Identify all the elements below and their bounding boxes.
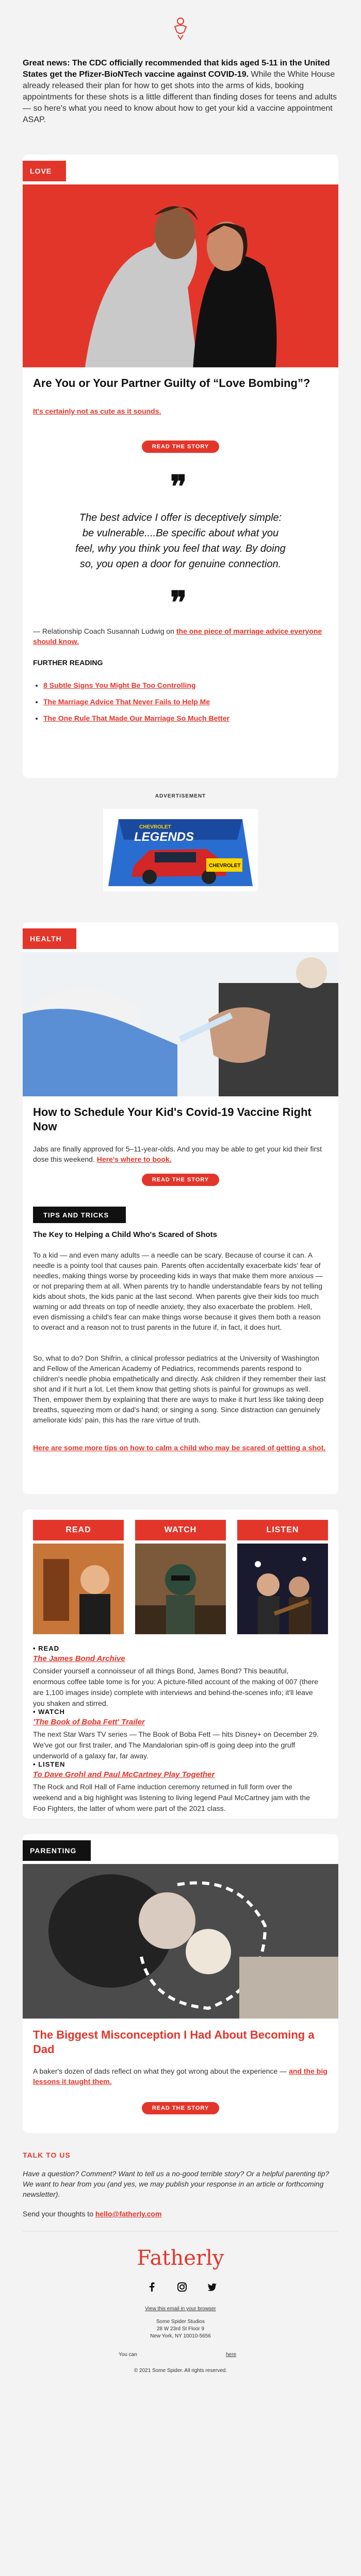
read-tag[interactable]: READ bbox=[33, 1520, 124, 1540]
read-label-text: READ bbox=[38, 1645, 60, 1652]
read-label: • READ bbox=[33, 1645, 60, 1652]
tips-link[interactable]: Here are some more tips on how to calm a child who may be scared of getting a shot. bbox=[33, 1444, 326, 1452]
parenting-body bbox=[33, 2066, 328, 2087]
health-body bbox=[33, 1144, 328, 1164]
love-subtitle-wrap bbox=[33, 407, 161, 415]
watch-item-title[interactable]: 'The Book of Boba Fett' Trailer bbox=[33, 1718, 145, 1726]
parenting-tag: PARENTING bbox=[23, 1840, 91, 1861]
tips-link-wrap bbox=[33, 1443, 328, 1453]
tips-paragraph-1: To a kid — and even many adults — a needle can be scary. Because of course it can. A needle is a pointy tool that causes pain. Parents often accidentally exacerbate kids' fear of needles, making things worse by proceeding kids in ways that make them more anxious — or not preparing them at all. When parents try to handle understandable fears by not telling kids about shots, the kids panic at the last second. When parents give their kids too much warning or add threats on top of needle anxiety, they also exacerbate the problem. Hell, even dismissing a child's fear can make things worse because it gives them both a reason to overact and a reason not to trust parents in the future if, in fact, it does hurt. bbox=[33, 1251, 323, 1331]
listen-tag[interactable]: LISTEN bbox=[237, 1520, 328, 1540]
listen-item-body: The Rock and Roll Hall of Fame induction ceremony returned in full form over the weekend and a big highlight was listening to living legend Paul McCartney jam with the Foo Fighters, the latter of whom were part of the 2021 class. bbox=[33, 1783, 310, 1812]
mccartney-grohl-image[interactable] bbox=[237, 1544, 328, 1634]
footer-divider bbox=[23, 2231, 338, 2238]
watch-label-text: WATCH bbox=[38, 1708, 65, 1716]
further-link-3[interactable]: The One Rule That Made Our Marriage So Much Better bbox=[43, 714, 229, 722]
attribution-link[interactable]: the one piece of marriage advice everyone should know. bbox=[33, 627, 322, 646]
intro-text bbox=[23, 58, 338, 126]
talk-to-us bbox=[23, 2151, 338, 2219]
health-hero-image[interactable] bbox=[23, 952, 338, 1096]
view-in-browser-link[interactable]: View this email in your browser bbox=[145, 2306, 216, 2312]
ad-label: ADVERTISEMENT bbox=[155, 793, 206, 799]
tips-tag: TIPS AND TRICKS bbox=[33, 1207, 126, 1223]
love-card bbox=[23, 155, 338, 778]
quote-close-icon: ❞ bbox=[170, 585, 187, 621]
ad-sub-text: CHEVROLET bbox=[209, 863, 241, 869]
ad-brand: LEGENDS bbox=[134, 830, 194, 844]
intro-rest: While the White House already released their plan for how to get shots into the arms of kids, booking appointments for these shots is a little different than finding doses for teens and adults — so here's what you need to know about how to get your kid a vaccine appointment ASAP. bbox=[23, 70, 337, 124]
quote-open-icon: ❞ bbox=[170, 469, 187, 505]
health-body-link[interactable]: Here's where to book. bbox=[96, 1155, 172, 1163]
intro-bold: Great news: The CDC officially recommended that kids aged 5-11 in the United States get the Pfizer-BioNTech vaccine against COVID-19. bbox=[23, 59, 330, 79]
ad-top-text: CHEVROLET bbox=[139, 824, 171, 830]
header bbox=[0, 0, 361, 57]
health-read-button[interactable]: READ THE STORY bbox=[142, 1174, 219, 1186]
parenting-hero-image[interactable] bbox=[23, 1864, 338, 2019]
twitter-icon[interactable] bbox=[206, 2281, 218, 2293]
bond-archive-image[interactable] bbox=[33, 1544, 124, 1634]
ad-image bbox=[103, 809, 258, 891]
attribution-prefix: — Relationship Coach Susannah Ludwig on bbox=[33, 627, 176, 635]
fatherly-mark-icon[interactable] bbox=[173, 16, 188, 40]
further-reading-heading: FURTHER READING bbox=[33, 658, 103, 667]
further-link-2[interactable]: The Marriage Advice That Never Fails to Help Me bbox=[43, 698, 210, 706]
rwl-listen-item bbox=[33, 1760, 322, 1814]
listen-label-text: LISTEN bbox=[38, 1760, 65, 1768]
love-hero-image[interactable] bbox=[23, 184, 338, 367]
parenting-card bbox=[23, 1834, 338, 2133]
love-tag: LOVE bbox=[23, 161, 66, 181]
tips-heading: The Key to Helping a Child Who's Scared of Shots bbox=[33, 1230, 217, 1239]
vaccine-image bbox=[23, 952, 338, 1096]
email-link[interactable]: hello@fatherly.com bbox=[95, 2210, 162, 2218]
parenting-title[interactable]: The Biggest Misconception I Had About Becoming a Dad bbox=[33, 2028, 315, 2056]
love-title[interactable]: Are You or Your Partner Guilty of “Love Bombing”? bbox=[33, 377, 310, 389]
footer-you-can: You can bbox=[119, 2352, 137, 2358]
health-title[interactable]: How to Schedule Your Kid's Covid-19 Vaccine Right Now bbox=[33, 1106, 311, 1133]
health-tag: HEALTH bbox=[23, 928, 76, 949]
love-attribution bbox=[33, 626, 328, 647]
talk-body: Have a question? Comment? Want to tell us a no-good terrible story? Or a helpful parenting tip? We want to hear from you (and yes, we may publish your response in an article or forthcoming newsletter). bbox=[23, 2170, 330, 2198]
facebook-icon[interactable] bbox=[146, 2281, 158, 2293]
listen-item-title[interactable]: To Dave Grohl and Paul McCartney Play Together bbox=[33, 1770, 215, 1779]
list-item bbox=[43, 697, 338, 707]
read-watch-listen-card bbox=[23, 1510, 338, 1819]
footer-address-2: 28 W 23rd St Floor 9 bbox=[156, 2326, 205, 2332]
rwl-read-item bbox=[33, 1645, 322, 1709]
watch-tag[interactable]: WATCH bbox=[135, 1520, 226, 1540]
couple-image bbox=[23, 184, 338, 367]
further-link-1[interactable]: 8 Subtle Signs You Might Be Too Controlling bbox=[43, 681, 196, 689]
talk-heading: TALK TO US bbox=[23, 2151, 71, 2159]
listen-label: • LISTEN bbox=[33, 1760, 65, 1768]
footer-copyright: © 2021 Some Spider. All rights reserved. bbox=[134, 2368, 227, 2374]
footer-address-3: New York, NY 10010-5656 bbox=[150, 2333, 211, 2339]
health-card bbox=[23, 922, 338, 1494]
instagram-icon[interactable] bbox=[176, 2281, 188, 2293]
boba-fett-image[interactable] bbox=[135, 1544, 226, 1634]
love-quote: The best advice I offer is deceptively simple: be vulnerable....Be specific about what you feel, why you think you feel that way. By doing so, you open a door for genuine connection. bbox=[75, 512, 286, 570]
ad-banner[interactable] bbox=[103, 809, 258, 891]
read-item-title[interactable]: The James Bond Archive bbox=[33, 1654, 125, 1663]
parenting-read-button[interactable]: READ THE STORY bbox=[142, 2102, 219, 2114]
parenting-body-link[interactable]: and the big lessons it taught them. bbox=[33, 2067, 327, 2086]
watch-item-body: The next Star Wars TV series — The Book of Boba Fett — hits Disney+ on December 29. We've got our first trailer, and The Mandalorian spin-off is going deep into the gruff underworld of a galaxy far, far away. bbox=[33, 1730, 319, 1760]
list-item bbox=[43, 713, 338, 723]
list-item bbox=[43, 680, 338, 690]
social-icons bbox=[146, 2281, 218, 2293]
love-subtitle[interactable]: It's certainly not as cute as it sounds. bbox=[33, 407, 161, 415]
dad-baby-image bbox=[23, 1864, 338, 2019]
rwl-watch-item bbox=[33, 1708, 322, 1761]
talk-send-text: Send your thoughts to bbox=[23, 2210, 95, 2218]
love-read-button[interactable]: READ THE STORY bbox=[142, 440, 219, 453]
parenting-body-text: A baker's dozen of dads reflect on what they got wrong about the experience — bbox=[33, 2067, 289, 2075]
footer-address-1: Some Spider Studios bbox=[156, 2319, 205, 2325]
talk-send bbox=[23, 2209, 338, 2219]
footer-here-link[interactable]: here bbox=[226, 2352, 237, 2358]
watch-label: • WATCH bbox=[33, 1708, 65, 1716]
further-reading-list bbox=[23, 680, 338, 730]
health-body-text: Jabs are finally approved for 5–11-year-olds. And you may be able to get your kid their first dose this weekend. bbox=[33, 1145, 322, 1163]
footer-logo[interactable]: Fatherly bbox=[137, 2246, 224, 2270]
read-item-body: Consider yourself a connoisseur of all things Bond, James Bond? This beautiful, enormous coffee table tome is for you: A picture-filled account of the making of 007 (there are 1,100 images inside) complete with interviews and behind-the-scenes info; it'll leave you shaken and stirred. bbox=[33, 1667, 319, 1707]
tips-paragraph-2: So, what to do? Don Shifrin, a clinical professor pediatrics at the University of Washington and Fellow of the American Academy of Pediatrics, recommends parents respond to children's needle phobia empathetically and directly. Ask children if they remember their last shot and if it hurt a lot. Let them know that getting shots is painful for grownups as well. Then, empower them by explaining that there are ways to make it hurt less like taking deep breaths, squeezing mom or dad's hand; or singing a song. Since distraction can genuinely ameliorate kids' pain, this has the rare virtue of truth. bbox=[33, 1354, 326, 1424]
